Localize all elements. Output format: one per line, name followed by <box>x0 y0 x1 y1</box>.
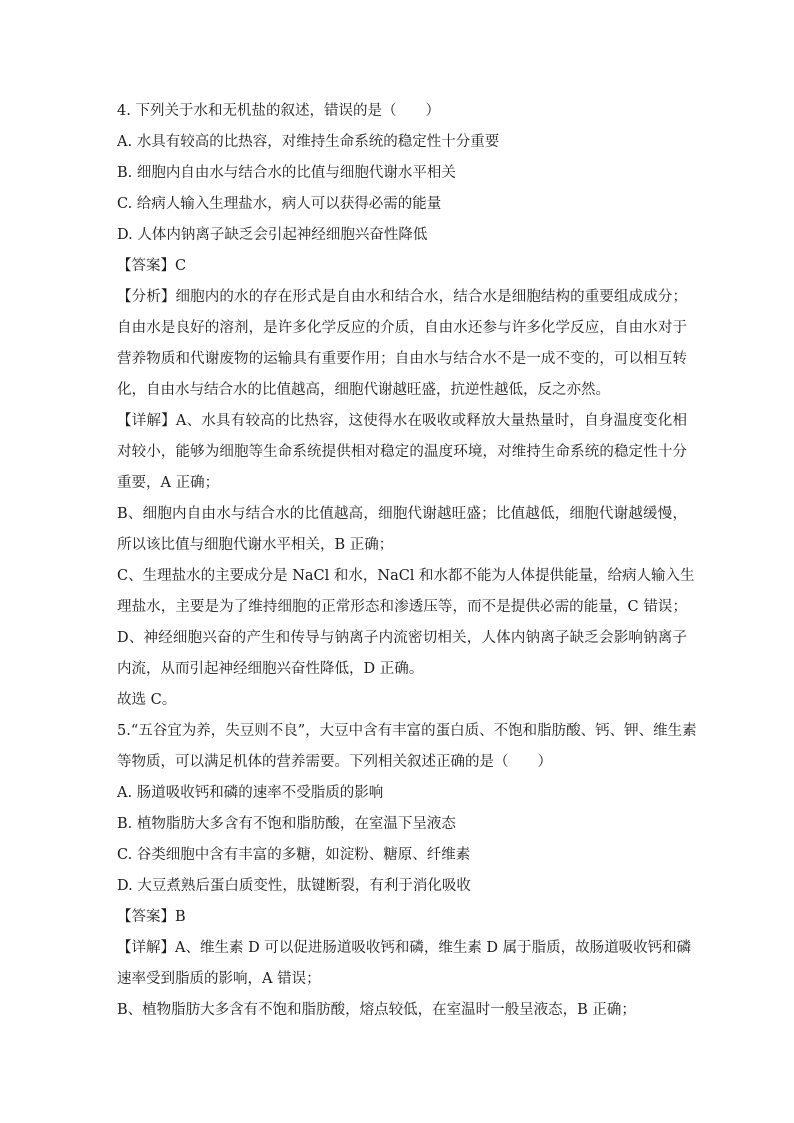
q4-analysis-line-1: 【分析】细胞内的水的存在形式是自由水和结合水，结合水是细胞结构的重要组成成分； <box>117 289 687 305</box>
q4-answer: 【答案】C <box>117 258 187 274</box>
q4-detail-line-2: 对较小，能够为细胞等生命系统提供相对稳定的温度环境，对维持生命系统的稳定性十分 <box>117 444 687 460</box>
q4-option-d: D. 人体内钠离子缺乏会引起神经细胞兴奋性降低 <box>117 227 428 243</box>
q5-option-d: D. 大豆煮熟后蛋白质变性，肽键断裂，有利于消化吸收 <box>117 878 471 894</box>
q5-detail-line-3: B、植物脂肪大多含有不饱和脂肪酸，熔点较低，在室温时一般呈液态，B 正确； <box>117 1002 636 1018</box>
q5-detail-line-2: 速率受到脂质的影响，A 错误； <box>117 971 321 987</box>
q4-option-b: B. 细胞内自由水与结合水的比值与细胞代谢水平相关 <box>117 165 456 181</box>
q4-detail-line-9: 内流，从而引起神经细胞兴奋性降低，D 正确。 <box>117 661 424 677</box>
q5-option-c: C. 谷类细胞中含有丰富的多糖，如淀粉、糖原、纤维素 <box>117 847 471 863</box>
q4-option-a: A. 水具有较高的比热容，对维持生命系统的稳定性十分重要 <box>117 134 500 150</box>
q4-detail-line-1: 【详解】A、水具有较高的比热容，这使得水在吸收或释放大量热量时，自身温度变化相 <box>117 413 687 429</box>
q5-answer: 【答案】B <box>117 909 186 925</box>
q4-analysis-line-3: 营养物质和代谢废物的运输具有重要作用；自由水与结合水不是一成不变的，可以相互转 <box>117 351 687 367</box>
q4-detail-line-7: 理盐水，主要是为了维持细胞的正常形态和渗透压等，而不是提供必需的能量，C 错误； <box>117 599 687 615</box>
q4-analysis-line-2: 自由水是良好的溶剂，是许多化学反应的介质，自由水还参与许多化学反应，自由水对于 <box>117 320 687 336</box>
q4-detail-line-6: C、生理盐水的主要成分是 NaCl 和水，NaCl 和水都不能为人体提供能量，给病人输入生 <box>117 568 695 584</box>
q4-conclusion: 故选 C。 <box>117 692 177 708</box>
document-page <box>117 96 697 1026</box>
q5-option-b: B. 植物脂肪大多含有不饱和脂肪酸，在室温下呈液态 <box>117 816 456 832</box>
question-5-stem-line-1: 5.“五谷宜为养，失豆则不良”，大豆中含有丰富的蛋白质、不饱和脂肪酸、钙、钾、维生素 <box>117 723 697 739</box>
question-4-stem: 4. 下列关于水和无机盐的叙述，错误的是（ ） <box>117 103 440 119</box>
q5-detail-line-1: 【详解】A、维生素 D 可以促进肠道吸收钙和磷，维生素 D 属于脂质，故肠道吸收钙和磷 <box>117 940 692 956</box>
q4-detail-line-5: 所以该比值与细胞代谢水平相关，B 正确； <box>117 537 394 553</box>
q4-detail-line-8: D、神经细胞兴奋的产生和传导与钠离子内流密切相关，人体内钠离子缺乏会影响钠离子 <box>117 630 687 646</box>
q4-detail-line-3: 重要，A 正确； <box>117 475 220 491</box>
q4-detail-line-4: B、细胞内自由水与结合水的比值越高，细胞代谢越旺盛；比值越低，细胞代谢越缓慢， <box>117 506 687 522</box>
question-5-stem-line-2: 等物质，可以满足机体的营养需要。下列相关叙述正确的是（ ） <box>117 754 552 770</box>
q5-option-a: A. 肠道吸收钙和磷的速率不受脂质的影响 <box>117 785 384 801</box>
q4-option-c: C. 给病人输入生理盐水，病人可以获得必需的能量 <box>117 196 442 212</box>
q4-analysis-line-4: 化，自由水与结合水的比值越高，细胞代谢越旺盛，抗逆性越低，反之亦然。 <box>117 382 610 398</box>
